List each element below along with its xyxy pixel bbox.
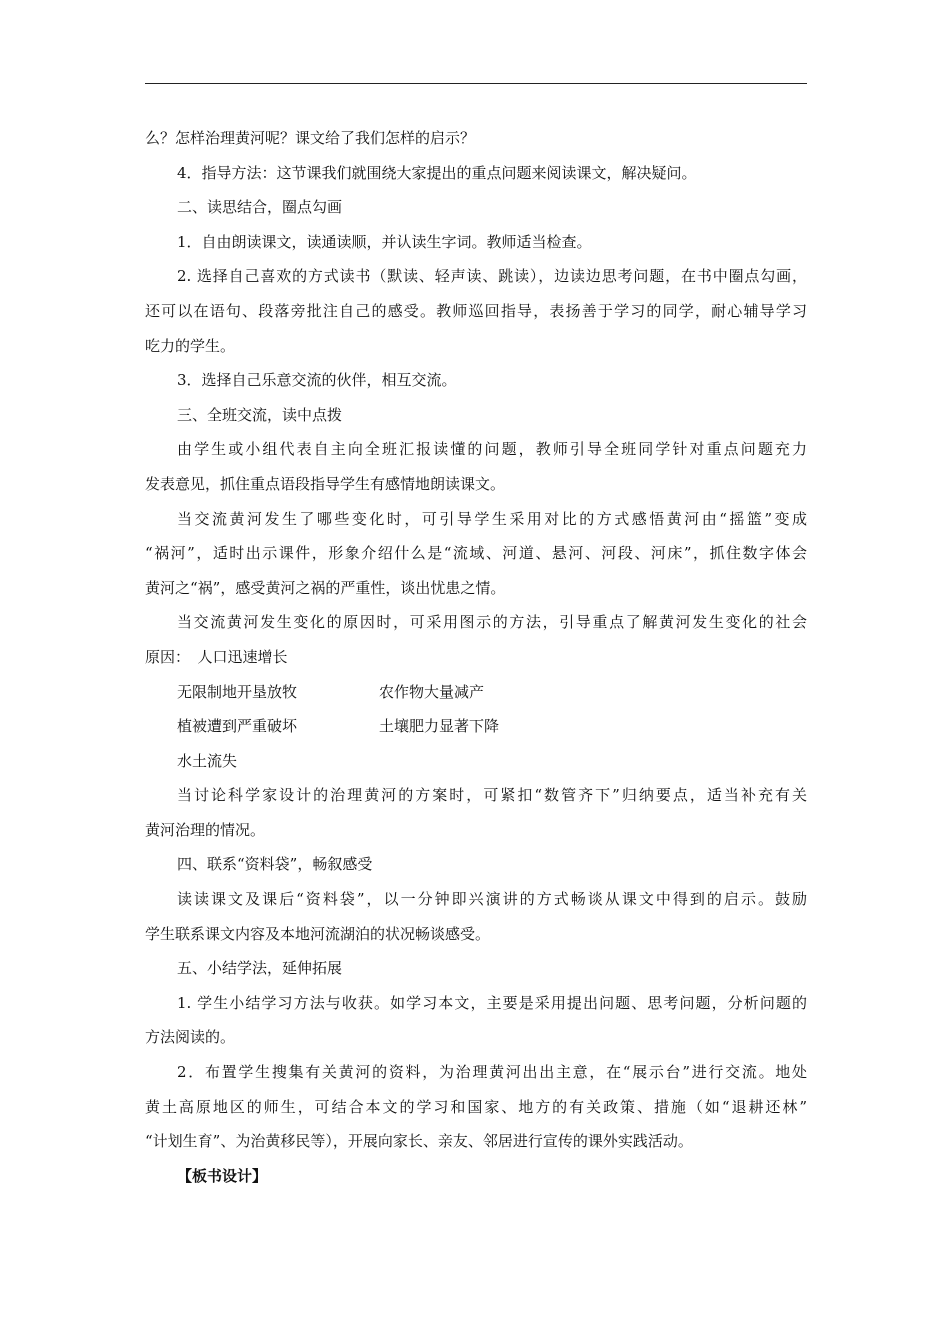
section-heading: 三、全班交流，读中点拨 — [177, 405, 343, 424]
text-line: 4．指导方法：这节课我们就围绕大家提出的重点问题来阅读课文，解决疑问。 — [177, 163, 697, 182]
diagram-cause: 水土流失 — [177, 751, 238, 770]
text-line: 黄土高原地区的师生，可结合本文的学习和国家、地方的有关政策、措施（如“退耕还林” — [145, 1097, 807, 1116]
text-line: 1. 学生小结学习方法与收获。如学习本文，主要是采用提出问题、思考问题，分析问题的 — [177, 993, 807, 1012]
section-heading: 五、小结学法，延伸拓展 — [177, 959, 343, 978]
text-line: 原因： 人口迅速增长 — [145, 647, 288, 666]
text-line: 黄河治理的情况。 — [145, 820, 266, 839]
text-line: 3．选择自己乐意交流的伙伴，相互交流。 — [177, 371, 457, 390]
text-line: 吃力的学生。 — [145, 336, 236, 355]
text-line: 方法阅读的。 — [145, 1028, 236, 1047]
diagram-row — [145, 744, 807, 779]
text-line: 2. 选择自己喜欢的方式读书（默读、轻声读、跳读），边读边思考问题，在书中圈点勾画， — [177, 267, 807, 286]
section-heading: 四、联系“资料袋”，畅叙感受 — [177, 855, 373, 874]
diagram-cause: 无限制地开垦放牧 — [177, 682, 298, 701]
text-line: 黄河之“祸”，感受黄河之祸的严重性，谈出忧患之情。 — [145, 578, 506, 597]
text-line: 发表意见，抓住重点语段指导学生有感情地朗读课文。 — [145, 474, 506, 493]
header-rule — [145, 83, 807, 84]
text-line: 由学生或小组代表自主向全班汇报读懂的问题，教师引导全班同学针对重点问题充力 — [177, 440, 807, 459]
text-line: 读读课文及课后“资料袋”，以一分钟即兴演讲的方式畅谈从课文中得到的启示。鼓励 — [177, 890, 807, 909]
document-body — [145, 121, 807, 1193]
text-line: “祸河”，适时出示课件，形象介绍什么是“流域、河道、悬河、河段、河床”，抓住数字体会 — [145, 544, 807, 563]
text-line: 2．布置学生搜集有关黄河的资料，为治理黄河出出主意，在“展示台”进行交流。地处 — [177, 1063, 807, 1082]
section-heading: 二、读思结合，圈点勾画 — [177, 198, 343, 217]
text-line: 当讨论科学家设计的治理黄河的方案时，可紧扣“数管齐下”归纳要点，适当补充有关 — [177, 786, 807, 805]
board-design-heading: 【板书设计】 — [177, 1166, 268, 1185]
diagram-effect: 农作物大量减产 — [379, 682, 485, 701]
text-line: 么？怎样治理黄河呢？课文给了我们怎样的启示？ — [145, 129, 476, 147]
text-line: “计划生育”、为治黄移民等），开展向家长、亲友、邻居进行宣传的课外实践活动。 — [145, 1132, 693, 1151]
text-line: 当交流黄河发生了哪些变化时，可引导学生采用对比的方式感悟黄河由“摇篮”变成 — [177, 509, 807, 528]
text-line: 学生联系课文内容及本地河流湖泊的状况畅谈感受。 — [145, 924, 491, 943]
text-line: 当交流黄河发生变化的原因时，可采用图示的方法，引导重点了解黄河发生变化的社会 — [177, 613, 807, 632]
diagram-row — [145, 709, 807, 744]
diagram-row — [145, 675, 807, 710]
text-line: 1．自由朗读课文，读通读顺，并认读生字词。教师适当检查。 — [177, 232, 592, 251]
text-line: 还可以在语句、段落旁批注自己的感受。教师巡回指导，表扬善于学习的同学，耐心辅导学习 — [145, 301, 807, 320]
diagram-effect: 土壤肥力显著下降 — [379, 717, 500, 736]
diagram-cause: 植被遭到严重破坏 — [177, 717, 298, 736]
